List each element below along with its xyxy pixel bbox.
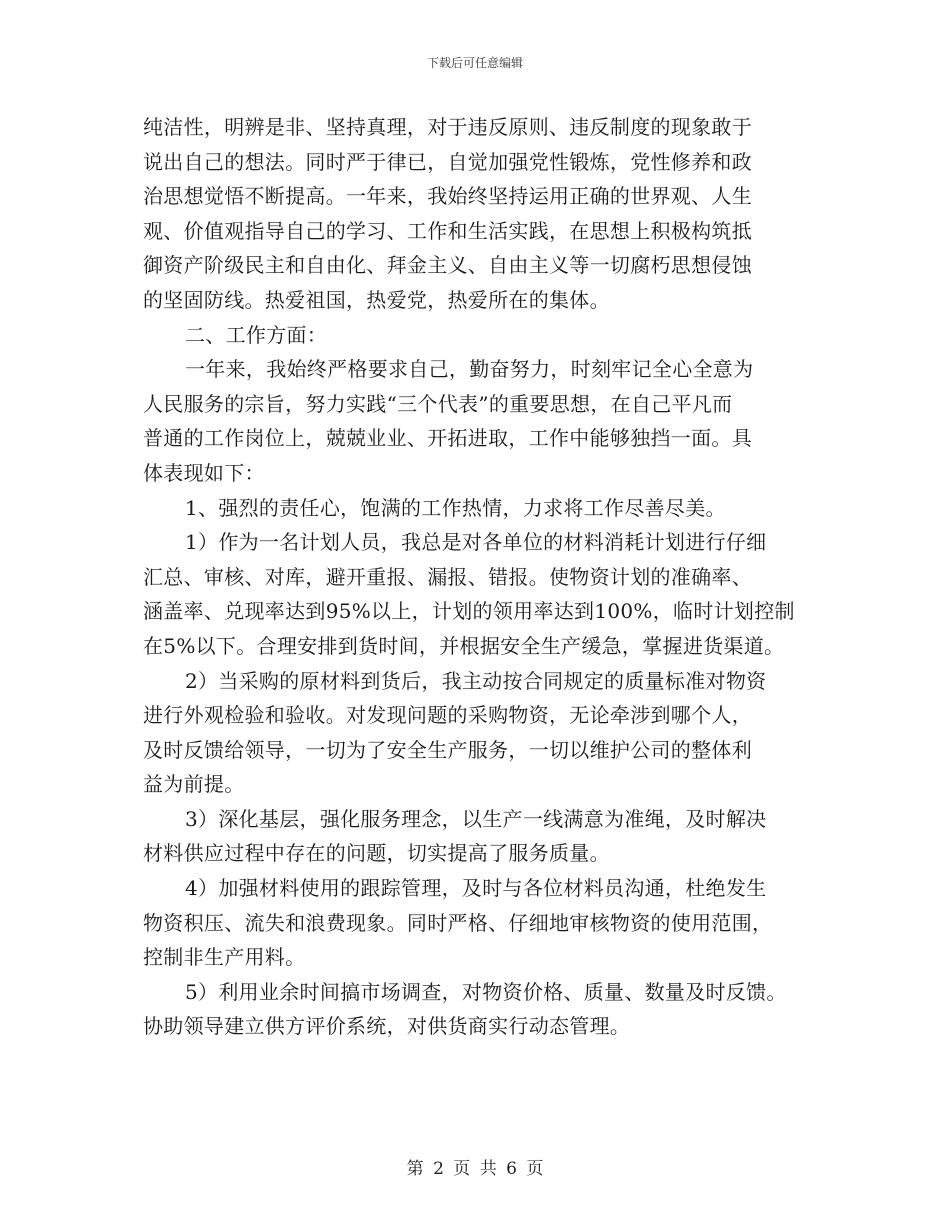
text-line: 1）作为一名计划人员，我总是对各单位的材料消耗计划进行仔细 [185,530,767,555]
text-line: 4）加强材料使用的跟踪管理，及时与各位材料员沟通，杜绝发生 [185,876,767,901]
text-line: 御资产阶级民主和自由化、拜金主义、自由主义等一切腐朽思想侵蚀 [143,253,752,278]
text-line: 2）当采购的原材料到货后，我主动按合同规定的质量标准对物资 [185,668,767,693]
text-line: 人民服务的宗旨，努力实践“三个代表”的重要思想，在自己平凡而 [143,391,733,416]
text-line: 治思想觉悟不断提高。一年来，我始终坚持运用正确的世界观、人生 [143,184,752,209]
text-line: 3）深化基层，强化服务理念，以生产一线满意为准绳，及时解决 [185,806,767,831]
text-line: 汇总、审核、对库，避开重报、漏报、错报。使物资计划的准确率、 [143,564,752,589]
text-line: 5）利用业余时间搞市场调查，对物资价格、质量、数量及时反馈。 [185,979,787,1004]
text-line: 材料供应过程中存在的问题，切实提高了服务质量。 [143,841,610,866]
section-heading: 二、工作方面： [185,322,328,347]
list-heading: 1、强烈的责任心，饱满的工作热情，力求将工作尽善尽美。 [185,495,726,520]
text-line: 体表现如下： [143,460,265,485]
page-number: 第 2 页 共 6 页 [406,1159,544,1179]
text-line: 益为前提。 [143,772,245,797]
text-line: 纯洁性，明辨是非、坚持真理，对于违反原则、违反制度的现象敢于 [143,115,752,139]
page-header: 下载后可任意编辑 [426,56,523,70]
text-line: 涵盖率、兑现率达到95%以上，计划的领用率达到100%，临时计划控制 [143,599,795,624]
text-line: 进行外观检验和验收。对发现问题的采购物资，无论牵涉到哪个人， [143,703,752,728]
text-line: 在5%以下。合理安排到货时间，并根据安全生产缓急，掌握进货渠道。 [143,633,785,658]
text-line: 说出自己的想法。同时严于律已，自觉加强党性锻炼，党性修养和政 [143,149,752,174]
text-line: 观、价值观指导自己的学习、工作和生活实践，在思想上积极构筑抵 [143,218,752,243]
text-line: 普通的工作岗位上，兢兢业业、开拓进取，工作中能够独挡一面。具 [143,426,752,451]
text-line: 及时反馈给领导，一切为了安全生产服务，一切以维护公司的整体利 [143,737,752,762]
text-line: 协助领导建立供方评价系统，对供货商实行动态管理。 [143,1014,631,1039]
text-line: 一年来，我始终严格要求自己，勤奋努力，时刻牢记全心全意为 [185,357,754,382]
text-line: 控制非生产用料。 [143,945,306,970]
text-line: 物资积压、流失和浪费现象。同时严格、仔细地审核物资的使用范围， [143,910,773,935]
document-body [143,110,823,1044]
text-line: 的坚固防线。热爱祖国，热爱党，热爱所在的集体。 [143,287,610,312]
